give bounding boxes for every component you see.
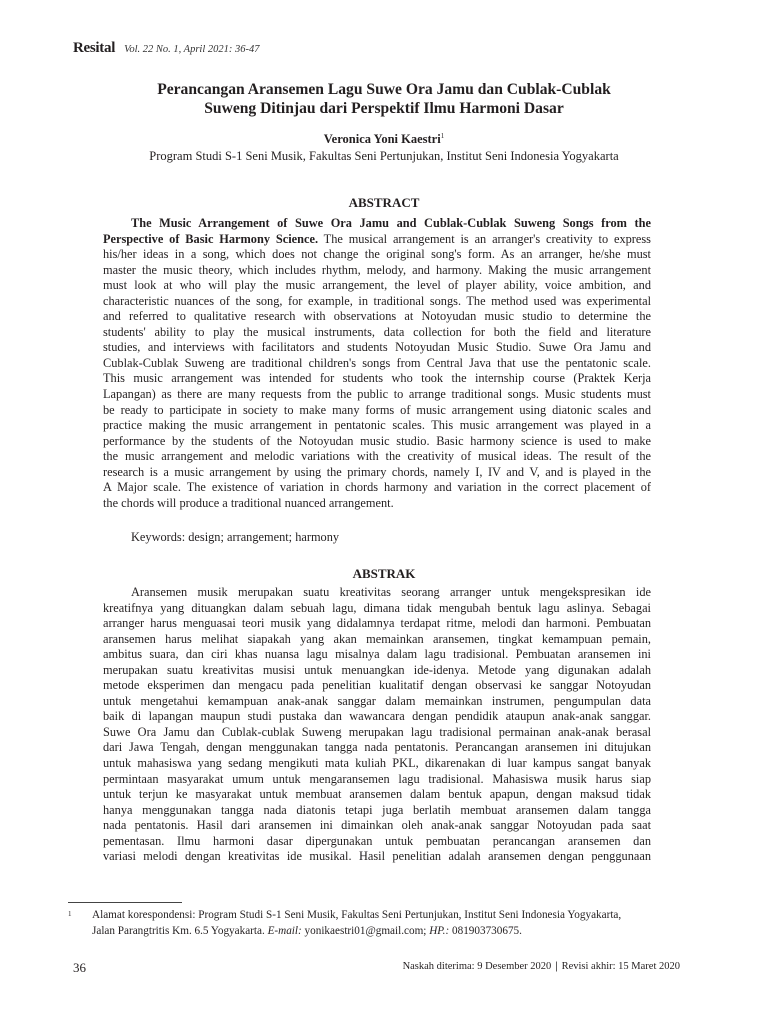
revised-date: Revisi akhir: 15 Maret 2020 [561,961,680,972]
abstract-line [103,232,651,248]
abstract-line: This music arrangement was intended for students who took the internship course (Praktek Kerja [103,371,651,386]
abstrak-line: merupakan suatu kreativitas musisi untuk menuangkan ide-idenya. Metode yang digunakan adalah [103,662,651,677]
abstrak-line: kreatifnya yang dituangkan dalam sebuah lagu, dimana tidak mengubah bentuk lagu aslinya. Sebagai [103,600,651,615]
article-title [90,80,678,118]
author-footnote-marker: 1 [440,132,445,140]
title-line-2: Suweng Ditinjau dari Perspektif Ilmu Harmoni Dasar [204,100,564,117]
abstrak-line: untuk terjun ke masyarakat untuk membuat aransemen dalam bentuk apapun, dengan maksud tidak [103,787,651,802]
abstract-line: his/her ideas in a song, which does not change the original song's form. As an arranger, he/she must [103,247,651,262]
footnote-marker: 1 [68,910,72,918]
abstrak-line: untuk mengetahui kemampuan anak-anak sanggar dalam memainkan instrumen, pengumpulan data [103,693,651,708]
abstract-line: Lapangan) as there are many requests from the public to arrange traditional songs. Music students must [103,387,651,402]
abstract-body [103,216,651,511]
date-separator: | [555,961,558,972]
abstrak-line: ambitus suara, dan ciri khas nuansa lagu misalnya dalam lagu tradisional. Pembuatan aransemen ini [103,647,651,662]
footnote-email-label: E-mail: [267,924,302,937]
abstract-line: Cublak-Cublak Suweng are traditional children's songs from Central Java that use the pentatonic scale. [103,355,651,370]
abstrak-line: Aransemen musik merupakan suatu kreativitas seorang arranger untuk mengekspresikan ide [131,585,651,599]
abstrak-line: variasi melodi dengan kreativitas ide musikal. Hasil penelitian adalah aransemen dengan penggunaan [103,849,651,864]
abstract-keywords: Keywords: design; arrangement; harmony [131,530,340,544]
abstrak-line: pementasan. Ilmu harmoni dasar dipergunakan untuk pembuatan perancangan aransemen dan [103,833,651,848]
abstract-line: characteristic nuances of the song, for example, in traditional songs. The method used was experimental [103,293,651,308]
abstract-line: studies, and interviews with facilitators and students Notoyudan Music Studio. Suwe Ora Jamu and [103,340,651,355]
footnote-line-2 [68,924,688,940]
abstrak-line: metode eksperimen dan mengacu pada penelitian kualitatif dengan observasi ke sanggar Notoyudan [103,678,651,693]
abstract-line: be ready to participate in society to make many forms of music arrangement using diatonic scales and [103,402,651,417]
footnote-phone-label: HP.: [429,924,450,937]
title-line-1: Perancangan Aransemen Lagu Suwe Ora Jamu dan Cublak-Cublak [157,81,611,98]
footnote-email: yonikaestri01@gmail.com; [301,924,430,937]
footnote [68,908,688,939]
abstrak-body [103,585,651,865]
journal-name: Resital [73,40,116,56]
abstract-line-2-rest: The musical arrangement is an arranger's creativity to express [318,231,651,246]
author-name: Veronica Yoni Kaestri [323,132,441,146]
abstract-bold-title-2: Perspective of Basic Harmony Science. [103,231,319,246]
abstract-line: students' ability to play the musical instruments, data collection for both the field and literature [103,324,651,339]
page-number: 36 [73,960,86,975]
submission-dates [403,961,680,972]
received-date: Naskah diterima: 9 Desember 2020 [402,961,552,972]
abstract-line: and referred to qualitative research with observations at Notoyudan music studio to determine the [103,309,651,324]
footnote-line-1: Alamat korespondensi: Program Studi S-1 Seni Musik, Fakultas Seni Pertunjukan, Institut Seni Indonesia Yogyakarta, [92,909,622,921]
author-affiliation: Program Studi S-1 Seni Musik, Fakultas Seni Pertunjukan, Institut Seni Indonesia Yogyakarta [149,149,619,163]
abstrak-line: Suwe Ora Jamu dan Cublak-cublak Suweng merupakan lagu tradisional permainan anak-anak berasal [103,724,651,739]
abstract-line: must look at who will play the music arrangement, the level of player ability, voice ambition, and [103,278,651,293]
abstract-line [103,216,651,232]
journal-header [73,40,260,57]
abstrak-line: dari Jawa Tengah, dengan menggunakan tangga nada pentatonis. Perancangan aransemen ini ditujukan [103,740,651,755]
abstrak-line: aransemen harus melihat siapakah yang akan memainkan aransemen, tingkat kemampuan pemain, [103,631,651,646]
abstract-bold-title-1: The Music Arrangement of Suwe Ora Jamu and Cublak-Cublak Suweng Songs from the [131,216,651,230]
abstract-line: master the music theory, which includes rhythm, melody, and harmony. Making the music arrangement [103,262,651,277]
abstract-line: performance by the students of the Notoyudan music studio. Basic harmony science is used to make [103,433,651,448]
author-line [90,132,678,147]
abstrak-line: hanya menggunakan tangga nada diatonis tetapi juga berlatih membuat aransemen dalam tangga [103,802,651,817]
abstrak-line: untuk mahasiswa yang sedang mengikuti mata kuliah PKL, dikarenakan di luar kampus sangat banyak [103,756,651,771]
abstract-line: research is a music arrangement by using the primary chords, namely I, IV and V, and is played in the [103,464,651,479]
abstract-line: A Major scale. The existence of variation in chords harmony and variation in the correct placement of [103,480,651,495]
footnote-address: Jalan Parangtritis Km. 6.5 Yogyakarta. [92,924,268,937]
abstract-line: the chords will produce a traditional nuanced arrangement. [103,495,394,510]
abstrak-line: permintaan masyarakat umum untuk mengaransemen lagu tradisional. Mahasiswa musik harus siap [103,771,651,786]
abstrak-heading: ABSTRAK [352,566,416,581]
abstract-line: practice making the music arrangement in pentatonic scales. This music arrangement was played in a [103,418,651,433]
footnote-phone: 081903730675. [449,924,522,937]
abstrak-line: baik di lapangan maupun studi pustaka dan wawancara dengan pendidik ataupun anak-anak sanggar. [103,709,651,724]
abstract-line: the music arrangement and melodic variations with the creativity of musical ideas. The result of the [103,449,651,464]
abstract-heading: ABSTRACT [348,195,420,210]
journal-volume-info: Vol. 22 No. 1, April 2021: 36-47 [124,44,260,55]
abstrak-line: arranger harus menguasai teori musik yang didalamnya terdapat ritme, melodi dan harmoni. Pembuatan [103,616,651,631]
abstrak-line: nada pentatonis. Hasil dari aransemen ini dimainkan oleh anak-anak sanggar Notoyudan pada saat [103,818,651,833]
footnote-divider [68,902,182,903]
